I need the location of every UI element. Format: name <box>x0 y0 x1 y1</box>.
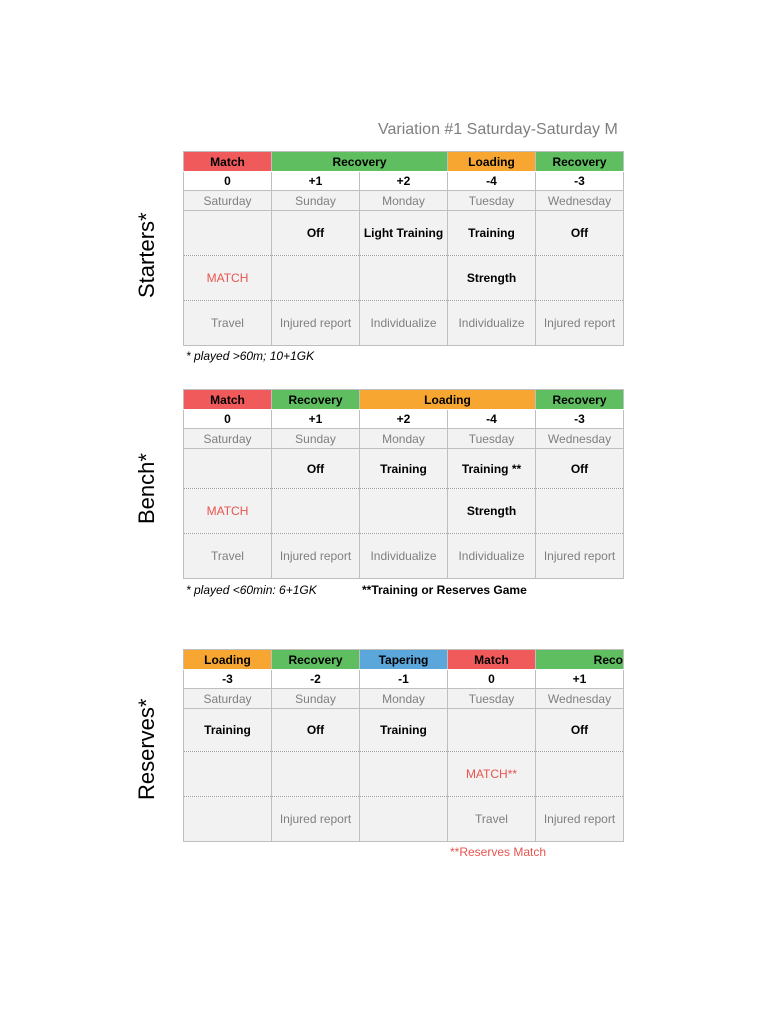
bench-phase-row <box>184 390 624 410</box>
day-offset: 0 <box>448 670 536 689</box>
activity-cell: Strength <box>448 256 536 301</box>
weekday: Monday <box>360 429 448 449</box>
day-offset: -3 <box>184 670 272 689</box>
phase-recovery: Recovery <box>536 390 624 410</box>
report-cell: Individualize <box>360 301 448 346</box>
weekday: Saturday <box>184 689 272 709</box>
day-offset: 0 <box>184 172 272 191</box>
activity-cell: Off <box>272 449 360 489</box>
bench-side-label: Bench* <box>134 453 159 524</box>
starters-day-offset-row <box>184 172 624 191</box>
starters-training-row <box>184 211 624 256</box>
day-offset: -4 <box>448 410 536 429</box>
phase-recovery: Recovery <box>272 650 360 670</box>
day-offset: +1 <box>272 410 360 429</box>
report-cell: Injured report <box>272 534 360 579</box>
day-offset: -2 <box>272 670 360 689</box>
phase-loading: Loading <box>184 650 272 670</box>
bench-day-offset-row <box>184 410 624 429</box>
reserves-side-label: Reserves* <box>134 698 159 800</box>
phase-recovery: Recovery <box>272 390 360 410</box>
day-offset: -3 <box>536 410 624 429</box>
reserves-report-row <box>184 797 624 842</box>
reserves-session-row <box>184 752 624 797</box>
phase-loading: Loading <box>448 152 536 172</box>
activity-cell <box>184 449 272 489</box>
phase-tapering: Tapering <box>360 650 448 670</box>
report-cell <box>184 797 272 842</box>
starters-session-row <box>184 256 624 301</box>
weekday: Wednesday <box>536 191 624 211</box>
report-cell: Injured report <box>536 534 624 579</box>
activity-cell <box>536 489 624 534</box>
activity-cell: Off <box>272 211 360 256</box>
page-title: Variation #1 Saturday-Saturday M <box>378 121 618 138</box>
starters-report-row <box>184 301 624 346</box>
bench-weekday-row <box>184 429 624 449</box>
report-cell: Individualize <box>360 534 448 579</box>
weekday: Sunday <box>272 191 360 211</box>
reserves-day-offset-row <box>184 670 624 689</box>
activity-cell <box>272 489 360 534</box>
activity-cell <box>272 256 360 301</box>
weekday: Tuesday <box>448 429 536 449</box>
activity-cell <box>448 709 536 752</box>
day-offset: +2 <box>360 410 448 429</box>
report-cell: Individualize <box>448 534 536 579</box>
bench-training-row <box>184 449 624 489</box>
phase-loading: Loading <box>360 390 536 410</box>
bench-session-row <box>184 489 624 534</box>
day-offset: +2 <box>360 172 448 191</box>
activity-cell <box>360 256 448 301</box>
starters-weekday-row <box>184 191 624 211</box>
starters-table <box>183 151 624 346</box>
reserves-phase-row <box>184 650 624 670</box>
reserves-weekday-row <box>184 689 624 709</box>
weekday: Saturday <box>184 429 272 449</box>
phase-match: Match <box>448 650 536 670</box>
phase-match: Match <box>184 152 272 172</box>
activity-cell <box>536 752 624 797</box>
activity-cell: Off <box>536 211 624 256</box>
match-cell: MATCH** <box>448 752 536 797</box>
starters-side-label: Starters* <box>134 212 159 298</box>
phase-match: Match <box>184 390 272 410</box>
report-cell: Injured report <box>536 797 624 842</box>
report-cell: Individualize <box>448 301 536 346</box>
weekday: Tuesday <box>448 191 536 211</box>
activity-cell <box>360 752 448 797</box>
report-cell: Travel <box>448 797 536 842</box>
activity-cell <box>184 211 272 256</box>
starters-phase-row <box>184 152 624 172</box>
bench-footnote-2: **Training or Reserves Game <box>362 583 527 597</box>
day-offset: -4 <box>448 172 536 191</box>
activity-cell <box>184 752 272 797</box>
bench-report-row <box>184 534 624 579</box>
activity-cell <box>360 489 448 534</box>
activity-cell: Off <box>536 449 624 489</box>
activity-cell: Strength <box>448 489 536 534</box>
activity-cell <box>536 256 624 301</box>
activity-cell: Training <box>360 709 448 752</box>
activity-cell: Training ** <box>448 449 536 489</box>
bench-footnote: * played <60min: 6+1GK <box>186 583 317 597</box>
phase-recovery: Recovery <box>272 152 448 172</box>
activity-cell: Training <box>184 709 272 752</box>
weekday: Saturday <box>184 191 272 211</box>
weekday: Monday <box>360 689 448 709</box>
phase-recovery: Reco <box>536 650 624 670</box>
weekday: Sunday <box>272 429 360 449</box>
report-cell: Injured report <box>272 301 360 346</box>
activity-cell: Training <box>448 211 536 256</box>
weekday: Tuesday <box>448 689 536 709</box>
weekday: Sunday <box>272 689 360 709</box>
report-cell: Injured report <box>272 797 360 842</box>
weekday: Wednesday <box>536 689 624 709</box>
report-cell <box>360 797 448 842</box>
activity-cell <box>272 752 360 797</box>
activity-cell: Training <box>360 449 448 489</box>
day-offset: +1 <box>272 172 360 191</box>
starters-footnote: * played >60m; 10+1GK <box>186 349 315 363</box>
activity-cell: Off <box>536 709 624 752</box>
report-cell: Travel <box>184 534 272 579</box>
weekday: Monday <box>360 191 448 211</box>
match-cell: MATCH <box>184 256 272 301</box>
day-offset: -3 <box>536 172 624 191</box>
reserves-training-row <box>184 709 624 752</box>
day-offset: +1 <box>536 670 624 689</box>
reserves-table <box>183 649 624 842</box>
phase-recovery: Recovery <box>536 152 624 172</box>
weekday: Wednesday <box>536 429 624 449</box>
day-offset: 0 <box>184 410 272 429</box>
bench-table <box>183 389 624 579</box>
report-cell: Travel <box>184 301 272 346</box>
reserves-footnote: **Reserves Match <box>450 845 547 859</box>
match-cell: MATCH <box>184 489 272 534</box>
report-cell: Injured report <box>536 301 624 346</box>
activity-cell: Light Training <box>360 211 448 256</box>
day-offset: -1 <box>360 670 448 689</box>
activity-cell: Off <box>272 709 360 752</box>
